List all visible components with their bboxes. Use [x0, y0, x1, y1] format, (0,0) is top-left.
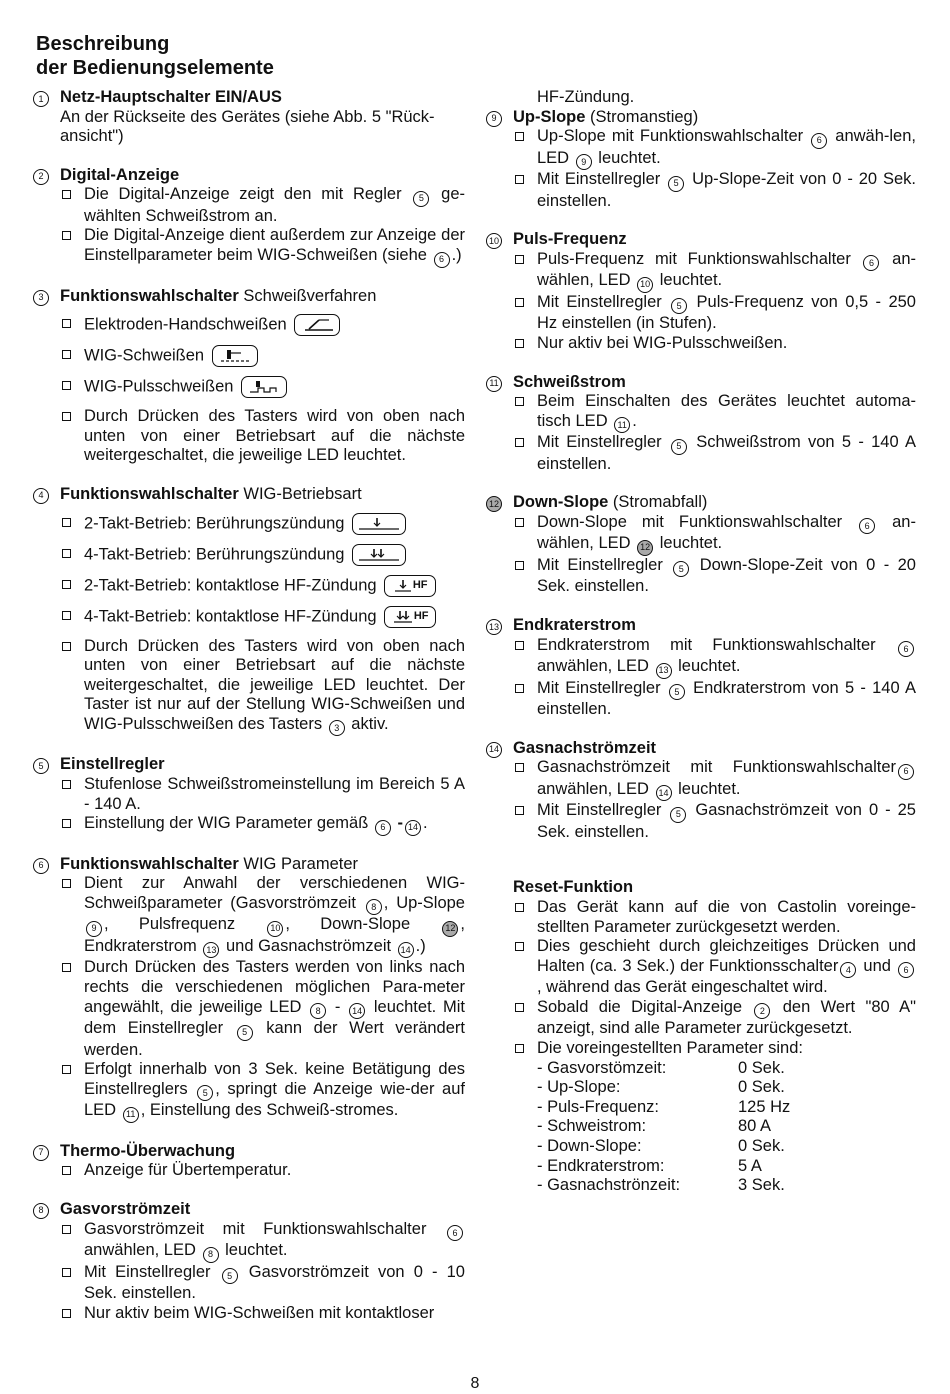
electrode-welding-icon: [294, 314, 340, 336]
section-2: [33, 166, 465, 268]
section-title: Endkraterstrom: [513, 616, 636, 635]
bullet-item: Mit Einstellregler 5 Puls-Frequenz von 0,5 - 250 Hz einstellen (in Stufen).: [513, 293, 916, 334]
ref-number: 5: [668, 176, 684, 192]
ref-number: 8: [310, 1003, 326, 1019]
bullet-item: Mit Einstellregler 5 Up-Slope-Zeit von 0 - 20 Sek. einstellen.: [513, 170, 916, 211]
default-parameters-list: [486, 1059, 916, 1196]
section-title: Schweißstrom: [513, 372, 626, 391]
ref-number: 12: [442, 921, 458, 937]
bullet-item: Die voreingestellten Parameter sind:: [513, 1039, 916, 1059]
bullet-item: Mit Einstellregler 5 Gasnachströmzeit von 0 - 25 Sek. einstellen.: [513, 801, 916, 842]
ref-number: 14: [398, 942, 414, 958]
tig-pulse-welding-icon: [241, 376, 287, 398]
bullet-item: Puls-Frequenz mit Funktionswahlschalter 6 an-wählen, LED 10 leuchtet.: [513, 250, 916, 293]
bullet-item: Beim Einschalten des Gerätes leuchtet automa-tisch LED 11 .: [513, 392, 916, 433]
item-number: 6: [33, 858, 49, 874]
bullet-item: Gasvorströmzeit mit Funktionswahlschalter 6 anwählen, LED 8 leuchtet.: [60, 1220, 465, 1263]
reset-section: [486, 878, 916, 1195]
section-title: Gasnachströmzeit: [513, 738, 657, 757]
section-title: Einstellregler: [60, 755, 165, 774]
default-row: - Endkraterstrom: 5 A: [537, 1156, 762, 1175]
bullet-item: Nur aktiv bei WIG-Pulsschweißen.: [513, 334, 916, 354]
section-title: Thermo-Überwachung: [60, 1141, 236, 1160]
item-number: 8: [33, 1203, 49, 1219]
default-row: - Schweistrom: 80 A: [537, 1117, 772, 1136]
section-title: Netz-Hauptschalter EIN/AUS: [60, 88, 282, 106]
bullet-item: Gasnachströmzeit mit Funktionswahlschalter 6 anwählen, LED 14 leuchtet.: [513, 758, 916, 801]
ref-number: 6: [898, 962, 914, 978]
bullet-item: Das Gerät kann auf die von Castolin voreinge-stellten Parameter zurückgesetzt werden.: [513, 898, 916, 937]
bullet-item: Erfolgt innerhalb von 3 Sek. keine Betätigung des Einstellreglers 5 , springt die Anzeige wie-der auf LED 11 , Einstellung des Schweiß-stromes.: [60, 1060, 465, 1123]
section-3: [33, 287, 465, 466]
bullet-item: 4-Takt-Betrieb: Berührungszündung: [60, 544, 465, 566]
default-row: - Up-Slope: 0 Sek.: [537, 1078, 785, 1097]
item-number: 10: [486, 233, 502, 249]
bullet-item: Einstellung der WIG Parameter gemäß 6 - 14 .: [60, 814, 465, 836]
ref-number: 6: [898, 764, 914, 780]
page-title: Beschreibung der Bedienungselemente: [36, 33, 274, 79]
left-column: [33, 88, 465, 1342]
ref-number: 5: [671, 439, 687, 455]
ref-number: 13: [656, 663, 672, 679]
ref-number: 11: [123, 1107, 139, 1123]
ref-number: 14: [405, 820, 421, 836]
ref-number: 10: [637, 277, 653, 293]
ref-number: 5: [197, 1085, 213, 1101]
section-6: [33, 855, 465, 1123]
section-11: [486, 373, 916, 475]
4-stroke-touch-icon: [352, 544, 406, 566]
section-title: Funktionswahlschalter WIG Parameter: [60, 854, 358, 873]
ref-number: 5: [670, 807, 686, 823]
ref-number: 12: [637, 540, 653, 556]
bullet-item: Mit Einstellregler 5 Endkraterstrom von 5 - 140 A einstellen.: [513, 679, 916, 720]
ref-number: 6: [863, 255, 879, 271]
section-14: [486, 739, 916, 843]
section-1: [33, 88, 465, 147]
section-title: Gasvorströmzeit: [60, 1199, 191, 1218]
bullet-item: WIG-Schweißen: [60, 345, 465, 367]
section-8: [33, 1200, 465, 1323]
bullet-item: Durch Drücken des Tasters wird von oben nach unten von einer Betriebsart auf die nächste weitergeschaltet, die jeweilige LED leuchtet. Der Taster ist nur auf der Stellung WIG-Schweißen und WIG-Pulsschweißen des Tasters 3 aktiv.: [60, 637, 465, 737]
bullet-item: WIG-Pulsschweißen: [60, 376, 465, 398]
default-row: - Gasvorstömzeit: 0 Sek.: [537, 1058, 785, 1077]
bullet-item: Die Digital-Anzeige dient außerdem zur Anzeige der Einstellparameter beim WIG-Schweißen (siehe 6 .): [60, 226, 465, 267]
bullet-item: Sobald die Digital-Anzeige 2 den Wert "80 A" anzeigt, sind alle Parameter zurückgesetzt.: [513, 998, 916, 1039]
ref-number: 5: [237, 1025, 253, 1041]
default-row: - Puls-Frequenz: 125 Hz: [537, 1097, 791, 1116]
2-stroke-touch-icon: [352, 513, 406, 535]
reset-title: Reset-Funktion: [513, 878, 634, 897]
bullet-item: Stufenlose Schweißstromeinstellung im Bereich 5 A - 140 A.: [60, 775, 465, 814]
section-5: [33, 755, 465, 835]
right-column: [486, 88, 916, 1196]
ref-number: 3: [329, 720, 345, 736]
item-number: 3: [33, 290, 49, 306]
bullet-item: Elektroden-Handschweißen: [60, 314, 465, 336]
ref-number: 11: [614, 417, 630, 433]
ref-number: 5: [673, 561, 689, 577]
ref-number: 14: [656, 785, 672, 801]
bullet-item: Mit Einstellregler 5 Schweißstrom von 5 - 140 A einstellen.: [513, 433, 916, 474]
bullet-item: 4-Takt-Betrieb: kontaktlose HF-Zündung HF: [60, 606, 465, 628]
section-10: [486, 230, 916, 353]
ref-number: 5: [669, 684, 685, 700]
ref-number: 6: [434, 252, 450, 268]
ref-number: 9: [576, 154, 592, 170]
section-12: [486, 493, 916, 597]
ref-number: 6: [375, 820, 391, 836]
section-9: [486, 108, 916, 212]
default-row: - Down-Slope: 0 Sek.: [537, 1136, 785, 1155]
ref-number: 6: [859, 518, 875, 534]
ref-number: 8: [203, 1247, 219, 1263]
ref-number: 5: [413, 191, 429, 207]
item-number: 5: [33, 758, 49, 774]
ref-number: 5: [222, 1268, 238, 1284]
section-text: An der Rückseite des Gerätes (siehe Abb. 5 "Rück-ansicht"): [60, 107, 435, 146]
2-stroke-hf-icon: HF: [384, 575, 436, 597]
section-title: Digital-Anzeige: [60, 165, 180, 184]
section-title: Up-Slope (Stromanstieg): [513, 107, 699, 126]
default-row: - Gasnachströnzeit: 3 Sek.: [537, 1176, 785, 1195]
section-4: [33, 485, 465, 736]
ref-number: 10: [267, 921, 283, 937]
section-title: Funktionswahlschalter Schweißverfahren: [60, 286, 377, 305]
ref-number: 8: [366, 899, 382, 915]
bullet-item: 2-Takt-Betrieb: Berührungszündung: [60, 513, 465, 535]
ref-number: 9: [86, 921, 102, 937]
ref-number: 6: [447, 1225, 463, 1241]
bullet-item: Dies geschieht durch gleichzeitiges Drücken und Halten (ca. 3 Sek.) der Funktionsschalter 4 und 6, während das Gerät eingeschaltet wird.: [513, 937, 916, 998]
section-title: Down-Slope (Stromabfall): [513, 493, 708, 512]
ref-number: 2: [754, 1003, 770, 1019]
section-title: Funktionswahlschalter WIG-Betriebsart: [60, 484, 362, 503]
bullet-item: Die Digital-Anzeige zeigt den mit Regler 5 ge-wählten Schweißstrom an.: [60, 185, 465, 226]
bullet-item: Durch Drücken des Tasters werden von links nach rechts die verschiedenen möglichen Para-meter angewählt, die jeweilige LED 8 - 14 leuchtet. Mit dem Einstellregler 5 kann der Wert verändert werden.: [60, 958, 465, 1060]
bullet-item: Mit Einstellregler 5 Gasvorströmzeit von 0 - 10 Sek. einstellen.: [60, 1263, 465, 1304]
section-8-continued: HF-Zündung.: [537, 88, 635, 106]
bullet-item: Durch Drücken des Tasters wird von oben nach unten von einer Betriebsart auf die nächste weitergeschaltet, die jeweilige LED leuchtet.: [60, 407, 465, 466]
item-number: 11: [486, 376, 502, 392]
bullet-item: Anzeige für Übertemperatur.: [60, 1161, 465, 1181]
ref-number: 6: [811, 133, 827, 149]
bullet-item: Endkraterstrom mit Funktionswahlschalter 6 anwählen, LED 13 leuchtet.: [513, 636, 916, 679]
item-number: 12: [486, 496, 502, 512]
bullet-item: Up-Slope mit Funktionswahlschalter 6 anwäh-len, LED 9 leuchtet.: [513, 127, 916, 170]
ref-number: 5: [671, 298, 687, 314]
bullet-item: Mit Einstellregler 5 Down-Slope-Zeit von 0 - 20 Sek. einstellen.: [513, 556, 916, 597]
bullet-item: Nur aktiv beim WIG-Schweißen mit kontaktloser: [60, 1304, 465, 1324]
4-stroke-hf-icon: HF: [384, 606, 436, 628]
item-number: 13: [486, 619, 502, 635]
bullet-item: Down-Slope mit Funktionswahlschalter 6 an-wählen, LED 12 leuchtet.: [513, 513, 916, 556]
tig-welding-icon: [212, 345, 258, 367]
item-number: 14: [486, 742, 502, 758]
section-13: [486, 616, 916, 720]
ref-number: 14: [349, 1003, 365, 1019]
item-number: 7: [33, 1145, 49, 1161]
bullet-item: Dient zur Anwahl der verschiedenen WIG-Schweißparameter (Gasvorströmzeit 8 , Up-Slope 9 , Pulsfrequenz 10 , Down-Slope 12 , Endkraterstrom 13 und Gasnachströmzeit 14 .): [60, 874, 465, 958]
ref-number: 13: [203, 942, 219, 958]
bullet-item: 2-Takt-Betrieb: kontaktlose HF-Zündung HF: [60, 575, 465, 597]
item-number: 9: [486, 111, 502, 127]
section-7: [33, 1142, 465, 1181]
item-number: 4: [33, 488, 49, 504]
ref-number: 6: [898, 641, 914, 657]
section-title: Puls-Frequenz: [513, 230, 627, 249]
ref-number: 4: [840, 962, 856, 978]
item-number: 2: [33, 169, 49, 185]
page-number: 8: [470, 1375, 480, 1392]
item-number: 1: [33, 91, 49, 107]
